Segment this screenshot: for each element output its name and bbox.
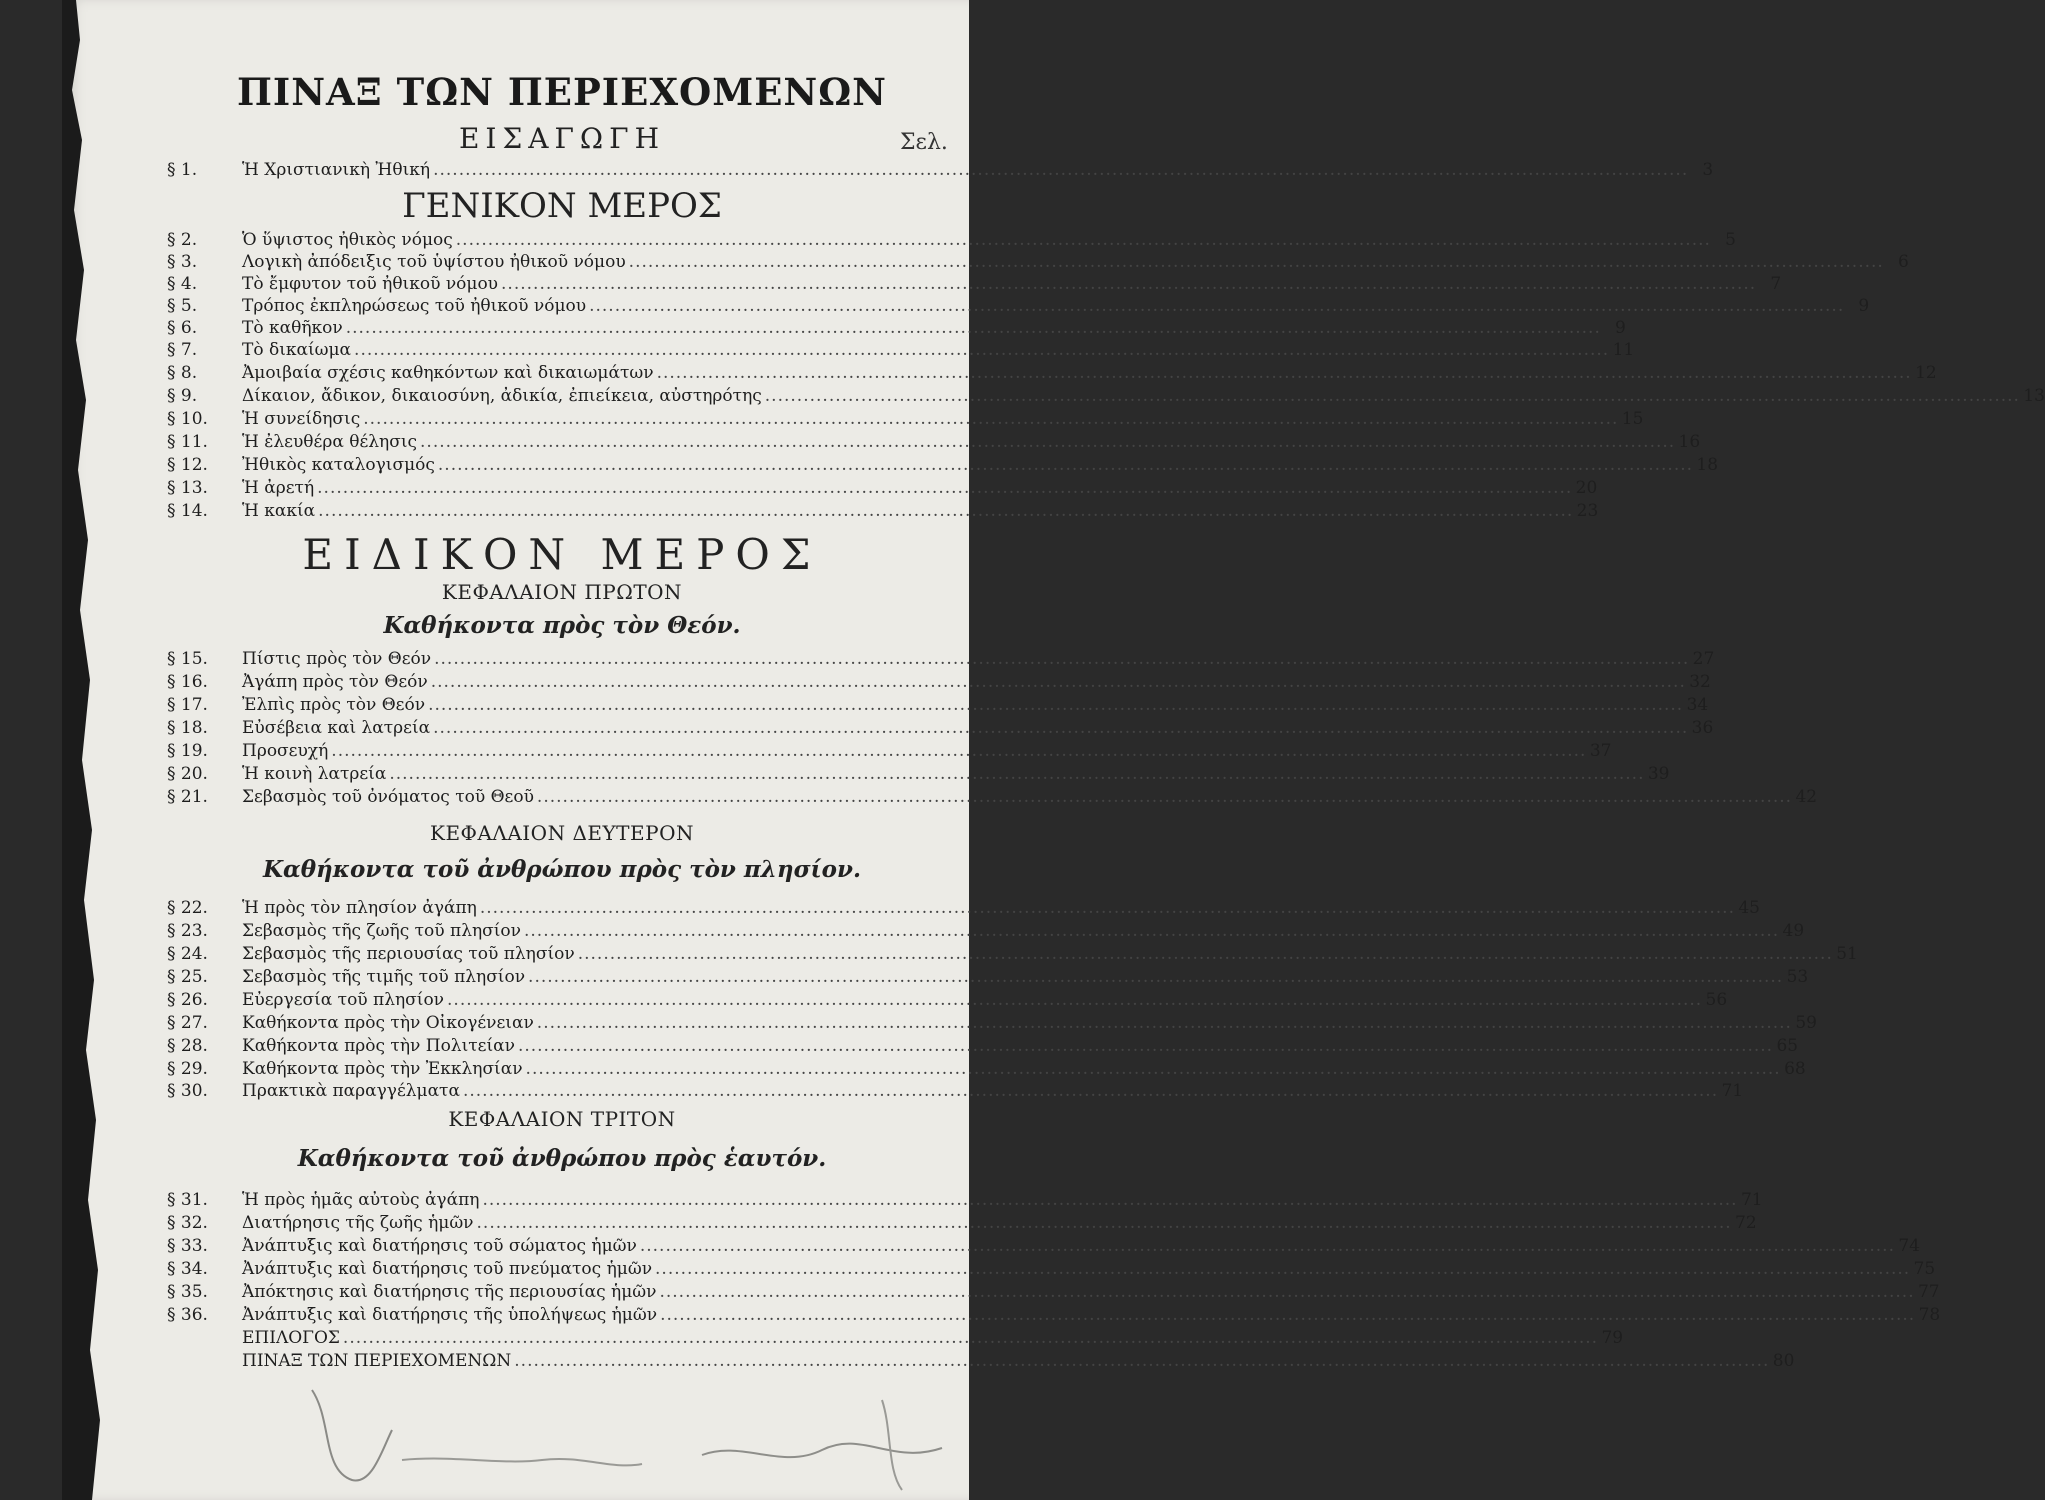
toc-entry [167,455,1719,475]
toc-entry [167,898,1760,918]
entry-title: Λογικὴ ἀπόδειξις τοῦ ὑψίστου ἠθικοῦ νόμου [242,252,626,272]
page-number: 36 [1691,718,1714,738]
toc-entry [167,1259,1936,1279]
section-number: § 16. [167,672,208,692]
page-number: 5 [1725,230,1736,250]
section-number: § 34. [167,1259,208,1279]
page-number: 75 [1913,1259,1936,1279]
toc-entry [167,649,1715,669]
leader-dots [659,1282,1914,1302]
entry-title: Εὐσέβεια καὶ λατρεία [242,718,431,738]
chapter-1-label: ΚΕΦΑΛΑΙΟΝ ΠΡΩΤΟΝ [441,580,683,604]
leader-dots [463,1081,1718,1101]
page-number: 37 [1589,741,1612,761]
toc-entry [167,1036,1799,1056]
chapter-3-label: ΚΕΦΑΛΑΙΟΝ ΤΡΙΤΟΝ [448,1107,676,1131]
section-number: § 30. [167,1081,208,1101]
chapter-1-subtitle: Καθήκοντα πρὸς τὸν Θεόν. [383,612,741,639]
torn-edge [62,0,172,1500]
leader-dots [438,455,1693,475]
entry-title: ΠΙΝΑΞ ΤΩΝ ΠΕΡΙΕΧΟΜΕΝΩΝ [242,1351,512,1371]
leader-dots [482,1190,1737,1210]
leader-dots [433,160,1688,180]
leader-dots [629,252,1884,272]
leader-dots [431,672,1686,692]
entry-title: Διατήρησις τῆς ζωῆς ἡμῶν [242,1213,474,1233]
toc-entry [167,274,1782,294]
toc-title: ΠΙΝΑΞ ΤΩΝ ΠΕΡΙΕΧΟΜΕΝΩΝ [236,70,887,114]
toc-entry [167,160,1714,180]
page-number: 45 [1738,898,1760,918]
toc-entry [167,386,2045,406]
toc-entry [167,695,1709,715]
page-number: 74 [1898,1236,1920,1256]
toc-entry [167,1328,1624,1348]
section-number: § 9. [167,386,198,406]
toc-entry [167,672,1711,692]
entry-title: Ἐλπὶς πρὸς τὸν Θεόν [242,695,426,715]
entry-title: Ἡ πρὸς ἡμᾶς αὐτοὺς ἀγάπη [242,1190,480,1210]
entry-title: Σεβασμὸς τῆς τιμῆς τοῦ πλησίον [242,967,526,987]
toc-entry [167,501,1599,521]
toc-entry [167,409,1644,429]
entry-title: Ἡ συνείδησις [242,409,361,429]
entry-title: Ἡ ἀρετή [242,478,315,498]
leader-dots [528,967,1783,987]
leader-dots [655,1259,1910,1279]
section-number: § 18. [167,718,208,738]
section-number: § 24. [167,944,208,964]
leader-dots [420,432,1675,452]
page-number: 71 [1740,1190,1763,1210]
toc-entry [167,1236,1920,1256]
page-number: 59 [1795,1013,1817,1033]
leader-dots [657,363,1912,383]
leader-dots [537,1013,1792,1033]
section-number: § 31. [167,1190,208,1210]
section-number: § 29. [167,1059,208,1079]
entry-title: Σεβασμὸς τῆς ζωῆς τοῦ πλησίον [242,921,521,941]
special-part-heading: ΕΙΔΙΚΟΝ ΜΕΡΟΣ [302,530,822,579]
section-number: § 21. [167,787,208,807]
toc-entry [167,478,1598,498]
page-number: 78 [1918,1305,1941,1325]
toc-entry [167,764,1670,784]
page-number: 11 [1612,340,1635,360]
page-number: 20 [1575,478,1598,498]
page-number: 27 [1692,649,1715,669]
entry-title: Καθήκοντα πρὸς τὴν Οἰκογένειαν [242,1013,534,1033]
toc-entry [167,944,1858,964]
page-number: 15 [1621,409,1644,429]
chapter-2-subtitle: Καθήκοντα τοῦ ἀνθρώπου πρὸς τὸν πλησίον. [263,856,861,883]
toc-entry [167,990,1728,1010]
toc-entry [167,252,1909,272]
entry-title: Ἠθικὸς καταλογισμός [242,455,435,475]
leader-dots [501,274,1756,294]
toc-entry [167,340,1635,360]
section-number: § 17. [167,695,208,715]
entry-title: Τὸ ἔμφυτον τοῦ ἠθικοῦ νόμου [242,274,499,294]
leader-dots [428,695,1683,715]
page-number: 32 [1689,672,1711,692]
toc-entry [167,1013,1817,1033]
entry-title: Προσευχή [242,741,329,761]
toc-entry [167,1282,1940,1302]
leader-dots [524,921,1779,941]
leader-dots [343,1328,1598,1348]
page-number: 18 [1696,455,1719,475]
section-number: § 3. [167,252,198,272]
leader-dots [456,230,1711,250]
toc-entry [167,1213,1757,1233]
leader-dots [589,296,1844,316]
page-number: 7 [1770,274,1782,294]
section-number: § 13. [167,478,208,498]
section-number: § 5. [167,296,198,316]
page-number: 56 [1705,990,1728,1010]
entry-title: Ἀνάπτυξις καὶ διατήρησις τῆς ὑπολήψεως ἡμῶν [242,1305,658,1325]
page-number: 12 [1915,363,1937,383]
page-number: 71 [1721,1081,1744,1101]
entry-title: Ἀνάπτυξις καὶ διατήρησις τοῦ πνεύματος ἡμῶν [242,1259,653,1279]
entry-title: Καθήκοντα πρὸς τὴν Πολιτείαν [242,1036,515,1056]
leader-dots [447,990,1702,1010]
leader-dots [537,787,1792,807]
section-number: § 10. [167,409,208,429]
section-number: § 26. [167,990,208,1010]
entry-title: Ὁ ὕψιστος ἠθικὸς νόμος [242,230,453,250]
entry-title: Ἀμοιβαία σχέσις καθηκόντων καὶ δικαιωμάτων [242,363,654,383]
page-number: 39 [1647,764,1670,784]
section-number: § 20. [167,764,208,784]
section-number: § 36. [167,1305,208,1325]
section-number: § 6. [167,318,198,338]
leader-dots [660,1305,1915,1325]
pencil-scribble [282,1360,982,1500]
section-number: § 19. [167,741,208,761]
toc-entry [167,741,1612,761]
entry-title: Σεβασμὸς τῆς περιουσίας τοῦ πλησίον [242,944,575,964]
leader-dots [765,386,2020,406]
leader-dots [318,501,1573,521]
page-column-label: Σελ. [900,130,948,155]
section-number: § 2. [167,230,198,250]
section-number: § 12. [167,455,208,475]
page-number: 6 [1898,252,1909,272]
section-number: § 14. [167,501,208,521]
leader-dots [477,1213,1732,1233]
section-number: § 15. [167,649,208,669]
section-number: § 22. [167,898,208,918]
page-number: 9 [1858,296,1870,316]
toc-entry [167,1081,1744,1101]
section-number: § 23. [167,921,208,941]
page-number: 23 [1576,501,1599,521]
leader-dots [578,944,1833,964]
page-number: 13 [2023,386,2045,406]
leader-dots [480,898,1735,918]
toc-entry [167,718,1714,738]
entry-title: Πρακτικὰ παραγγέλματα [242,1081,460,1101]
page-number: 53 [1786,967,1809,987]
entry-title: Σεβασμὸς τοῦ ὀνόματος τοῦ Θεοῦ [242,787,534,807]
page-number: 3 [1702,160,1714,180]
entry-title: Ἀγάπη πρὸς τὸν Θεόν [242,672,428,692]
page-number: 79 [1601,1328,1624,1348]
section-number: § 33. [167,1236,208,1256]
page-number: 51 [1836,944,1858,964]
leader-dots [346,318,1601,338]
section-number: § 7. [167,340,198,360]
section-number: § 35. [167,1282,208,1302]
section-number: § 28. [167,1036,208,1056]
entry-title: Τὸ καθῆκον [242,318,343,338]
section-number: § 1. [167,160,198,180]
entry-title: Ἡ Χριστιανικὴ Ἠθική [242,160,431,180]
page-number: 49 [1782,921,1805,941]
chapter-3-subtitle: Καθήκοντα τοῦ ἀνθρώπου πρὸς ἑαυτόν. [297,1145,827,1172]
entry-title: Ἀπόκτησις καὶ διατήρησις τῆς περιουσίας ἡμῶν [242,1282,657,1302]
page-number: 34 [1686,695,1709,715]
leader-dots [434,649,1689,669]
leader-dots [433,718,1688,738]
entry-title: Ἀνάπτυξις καὶ διατήρησις τοῦ σώματος ἡμῶν [242,1236,637,1256]
entry-title: Τρόπος ἐκπληρώσεως τοῦ ἠθικοῦ νόμου [242,296,587,316]
section-number: § 27. [167,1013,208,1033]
entry-title: Ἡ πρὸς τὸν πλησίον ἀγάπη [242,898,477,918]
intro-heading: ΕΙΣΑΓΩΓΗ [458,122,665,155]
leader-dots [640,1236,1895,1256]
entry-title: Τὸ δικαίωμα [242,340,352,360]
toc-entry [167,296,1870,316]
leader-dots [317,478,1572,498]
toc-entry [167,1190,1763,1210]
leader-dots [518,1036,1773,1056]
leader-dots [389,764,1644,784]
toc-entry [167,432,1701,452]
page-number: 80 [1772,1351,1795,1371]
chapter-2-label: ΚΕΦΑΛΑΙΟΝ ΔΕΥΤΕΡΟΝ [430,821,694,845]
section-number: § 8. [167,363,198,383]
entry-title: Ἡ κοινὴ λατρεία [242,764,387,784]
leader-dots [354,340,1609,360]
page-number: 16 [1678,432,1701,452]
entry-title: ΕΠΙΛΟΓΟΣ [242,1328,340,1348]
section-number: § 4. [167,274,198,294]
section-number: § 32. [167,1213,208,1233]
page-number: 72 [1735,1213,1757,1233]
entry-title: Καθήκοντα πρὸς τὴν Ἐκκλησίαν [242,1059,523,1079]
leader-dots [526,1059,1781,1079]
entry-title: Πίστις πρὸς τὸν Θεόν [242,649,432,669]
toc-entry [167,1059,1806,1079]
leader-dots [331,741,1586,761]
toc-entry [167,921,1805,941]
page-number: 9 [1615,318,1626,338]
section-number: § 11. [167,432,208,452]
leader-dots [363,409,1618,429]
section-number: § 25. [167,967,208,987]
toc-entry [167,967,1809,987]
entry-title: Ἡ ἐλευθέρα θέλησις [242,432,418,452]
entry-title: Δίκαιον, ἄδικον, δικαιοσύνη, ἀδικία, ἐπιείκεια, αὐστηρότης [242,386,762,406]
toc-entry [167,318,1626,338]
toc-entry [167,1305,1941,1325]
entry-title: Ἡ κακία [242,501,316,521]
page-number: 77 [1917,1282,1940,1302]
entry-title: Εὐεργεσία τοῦ πλησίον [242,990,445,1010]
page-number: 42 [1795,787,1818,807]
book-page [62,0,2045,1500]
toc-entry [167,787,1818,807]
toc-entry [167,363,1937,383]
general-part-heading: ΓΕΝΙΚΟΝ ΜΕΡΟΣ [402,186,722,226]
toc-entry [167,230,1736,250]
page-number: 65 [1776,1036,1799,1056]
page-number: 68 [1784,1059,1806,1079]
